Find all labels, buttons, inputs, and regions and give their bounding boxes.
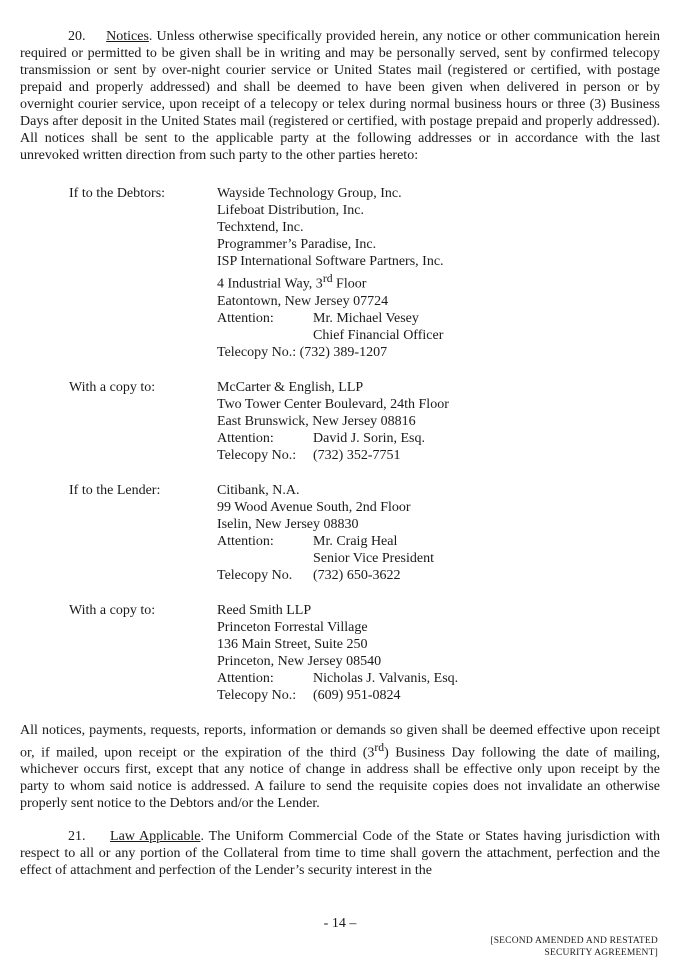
attention-name: David J. Sorin, Esq. — [313, 430, 425, 446]
notice-addresses — [20, 185, 660, 704]
attention-title-row — [217, 550, 660, 567]
attention-label: Attention: — [217, 430, 274, 446]
city-line: Eatontown, New Jersey 07724 — [217, 293, 389, 309]
telecopy-row — [217, 687, 660, 704]
address-line: Princeton, New Jersey 08540 — [217, 653, 382, 669]
attention-row — [217, 670, 660, 687]
telecopy-row — [217, 344, 660, 361]
closing-text: All notices, payments, requests, reports, information or demands so given shall be deemed effective upon receipt or, if mailed, upon receipt or the expiration of the third (3 — [20, 722, 660, 761]
attention-title-row — [217, 327, 660, 344]
closing-text-rest: ) Business Day following the date of mailing, whichever occurs first, except that any notice of change in address shall be effective only upon receipt by the party to whom said notice is addressed. A failure to send the requisite copies does not invalidate an otherwise properly sent notice to the Debtors and/or the Lender. — [20, 745, 660, 812]
address-line: Programmer’s Paradise, Inc. — [217, 237, 377, 252]
telecopy-label: Telecopy No.: — [217, 447, 297, 463]
section-20-title: Notices — [106, 29, 149, 44]
telecopy-row — [217, 447, 660, 464]
attention-label: Attention: — [217, 670, 274, 686]
footer-title-line: SECURITY AGREEMENT] — [544, 948, 658, 958]
document-title-footer — [490, 935, 658, 959]
attention-name: Nicholas J. Valvanis, Esq. — [313, 670, 459, 686]
ordinal-suffix: rd — [374, 740, 385, 754]
section-21-title: Law Applicable — [110, 829, 201, 845]
page-number: - 14 – — [323, 916, 357, 931]
telecopy-number: (732) 389-1207 — [299, 344, 388, 360]
street-address-text: 4 Industrial Way, 3 — [217, 276, 323, 292]
telecopy-label: Telecopy No. — [217, 567, 293, 583]
telecopy-number: (732) 650-3622 — [313, 567, 401, 583]
address-line: McCarter & English, LLP — [217, 379, 364, 395]
party-address — [217, 379, 660, 464]
section-20-number: 20. — [68, 29, 86, 44]
address-line: 99 Wood Avenue South, 2nd Floor — [217, 499, 411, 515]
address-line: East Brunswick, New Jersey 08816 — [217, 413, 416, 429]
address-line: Citibank, N.A. — [217, 482, 300, 498]
party-debtors — [20, 185, 660, 361]
party-label: With a copy to: — [69, 602, 156, 618]
telecopy-number: (609) 951-0824 — [313, 687, 401, 703]
party-label: If to the Debtors: — [69, 186, 166, 201]
section-21-number: 21. — [68, 829, 86, 845]
address-line: ISP International Software Partners, Inc. — [217, 254, 444, 269]
section-20-paragraph — [20, 28, 660, 164]
attention-name: Mr. Craig Heal — [313, 533, 398, 549]
section-20-body: . Unless otherwise specifically provided herein, any notice or other communication herein required or permitted to be given shall be in writing and may be personally served, sent by confirmed telecopy transmission or sent by over-night courier service or United States mail (registered or certified, with postage prepaid and properly addressed) and shall be deemed to have been given when delivered in person or by overnight courier service, upon receipt of a telecopy or telex during normal business hours or three (3) Business Days after deposit in the United States mail (registered or certified, with postage prepaid and properly addressed). All notices shall be sent to the applicable party at the following addresses or in accordance with the last unrevoked written direction from such party to the other parties hereto: — [20, 29, 660, 163]
closing-paragraph — [20, 722, 660, 813]
attention-name: Mr. Michael Vesey — [313, 310, 419, 326]
attention-label: Attention: — [217, 310, 274, 326]
address-line: Lifeboat Distribution, Inc. — [217, 203, 364, 218]
street-address-floor: Floor — [332, 276, 367, 292]
attention-label: Attention: — [217, 533, 274, 549]
telecopy-label: Telecopy No.: — [217, 344, 297, 360]
address-line: Two Tower Center Boulevard, 24th Floor — [217, 396, 449, 412]
address-line: Wayside Technology Group, Inc. — [217, 186, 402, 201]
footer-title-line: [SECOND AMENDED AND RESTATED — [490, 936, 658, 946]
attention-title: Senior Vice President — [313, 550, 434, 566]
party-debtors-copy — [20, 379, 660, 464]
street-address — [217, 270, 660, 293]
document-page — [20, 28, 660, 879]
party-address — [217, 482, 660, 584]
party-lender-copy — [20, 602, 660, 704]
address-line: Princeton Forrestal Village — [217, 619, 368, 635]
address-line: 136 Main Street, Suite 250 — [217, 636, 368, 652]
party-label: If to the Lender: — [69, 482, 161, 498]
attention-title: Chief Financial Officer — [313, 327, 444, 343]
address-line: Iselin, New Jersey 08830 — [217, 516, 359, 532]
attention-row — [217, 533, 660, 550]
address-line: Reed Smith LLP — [217, 602, 312, 618]
attention-row — [217, 430, 660, 447]
party-address — [217, 602, 660, 704]
attention-row — [217, 310, 660, 327]
party-address — [217, 185, 660, 361]
telecopy-label: Telecopy No.: — [217, 687, 297, 703]
ordinal-suffix: rd — [322, 272, 333, 285]
address-line: Techxtend, Inc. — [217, 220, 304, 235]
telecopy-row — [217, 567, 660, 584]
telecopy-number: (732) 352-7751 — [313, 447, 401, 463]
party-label: With a copy to: — [69, 379, 156, 395]
section-21-body: . The Uniform Commercial Code of the State or States having jurisdiction with respect to all or any portion of the Collateral from time to time shall govern the attachment, perfection and the effect of attachment and perfection of the Lender’s security interest in the — [20, 829, 660, 879]
section-21-paragraph — [20, 828, 660, 879]
party-lender — [20, 482, 660, 584]
